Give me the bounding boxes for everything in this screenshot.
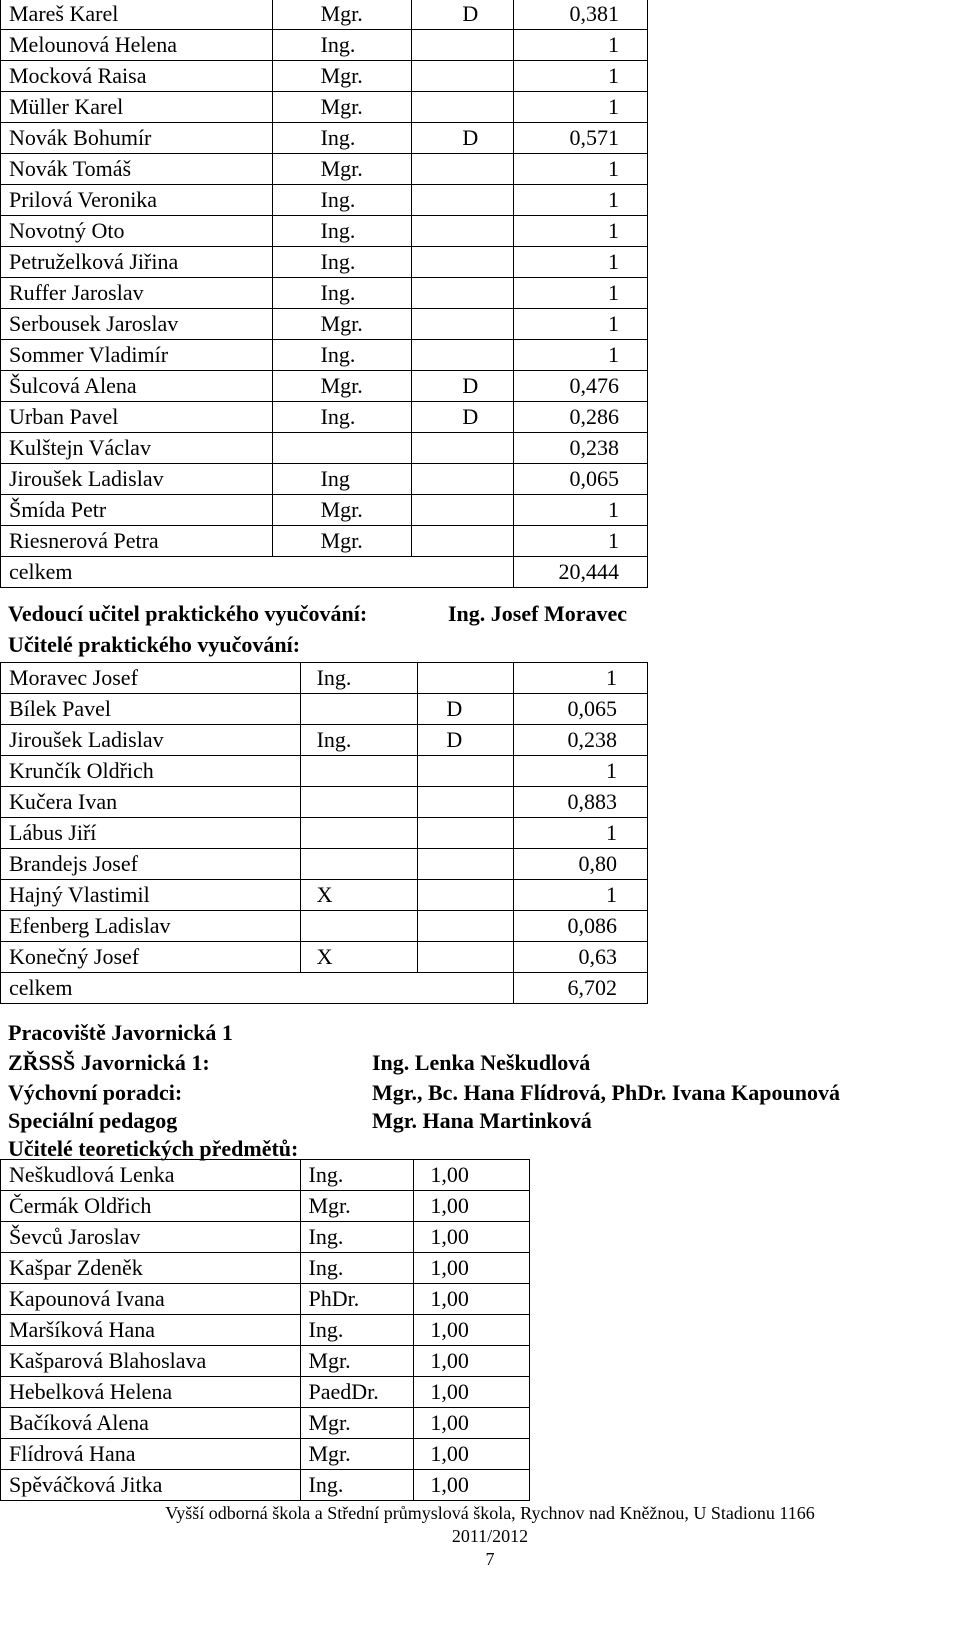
- teacher-degree: X: [300, 942, 418, 973]
- table-row: [1, 526, 648, 557]
- teacher-flag: [418, 756, 514, 787]
- teacher-flag: [418, 818, 514, 849]
- table-row: [1, 464, 648, 495]
- teacher-name: Maršíková Hana: [1, 1315, 301, 1346]
- table-row: [1, 1470, 530, 1501]
- table-row: [1, 154, 648, 185]
- teacher-name: Bačíková Alena: [1, 1408, 301, 1439]
- table-row: [1, 433, 648, 464]
- staff-name: Melounová Helena: [1, 30, 273, 61]
- staff-flag: [412, 154, 514, 185]
- teacher-workload: 1,00: [414, 1470, 530, 1501]
- staff-value: 0,286: [514, 402, 648, 433]
- teacher-degree: [300, 694, 418, 725]
- table-row: [1, 1408, 530, 1439]
- staff-value: 1: [514, 30, 648, 61]
- staff-value: 0,238: [514, 433, 648, 464]
- staff-flag: [412, 464, 514, 495]
- staff-flag: D: [412, 371, 514, 402]
- table-row: [1, 1377, 530, 1408]
- staff-flag: [412, 92, 514, 123]
- staff-table: [0, 0, 648, 588]
- staff-name: Serbousek Jaroslav: [1, 309, 273, 340]
- staff-value: 1: [514, 216, 648, 247]
- table-row: [1, 30, 648, 61]
- staff-flag: [412, 247, 514, 278]
- teacher-name: Konečný Josef: [1, 942, 301, 973]
- staff-degree: Ing.: [272, 278, 412, 309]
- table-row: [1, 1439, 530, 1470]
- table-row: [1, 61, 648, 92]
- teacher-degree: X: [300, 880, 418, 911]
- teacher-workload: 1,00: [414, 1315, 530, 1346]
- staff-name: Müller Karel: [1, 92, 273, 123]
- staff-degree: Ing.: [272, 123, 412, 154]
- table-row: [1, 725, 648, 756]
- table-row: [1, 942, 648, 973]
- table-row: [1, 309, 648, 340]
- table-row: [1, 1160, 530, 1191]
- table-row: [1, 1284, 530, 1315]
- staff-degree: Mgr.: [272, 526, 412, 557]
- teacher-value: 1: [514, 818, 648, 849]
- teacher-degree: Ing.: [300, 1315, 414, 1346]
- staff-flag: [412, 309, 514, 340]
- special-pedagogue-value: Mgr. Hana Martinková: [372, 1108, 592, 1133]
- total-row: [1, 557, 648, 588]
- teacher-degree: Mgr.: [300, 1408, 414, 1439]
- footer-school: Vyšší odborná škola a Střední průmyslová škola, Rychnov nad Kněžnou, U Stadionu 1166: [165, 1503, 815, 1523]
- table-row: [1, 663, 648, 694]
- staff-name: Riesnerová Petra: [1, 526, 273, 557]
- teacher-degree: Ing.: [300, 663, 418, 694]
- table-row: [1, 1253, 530, 1284]
- staff-degree: [272, 433, 412, 464]
- staff-value: 1: [514, 185, 648, 216]
- total-value: 6,702: [514, 973, 648, 1004]
- staff-value: 0,065: [514, 464, 648, 495]
- teacher-name: Kapounová Ivana: [1, 1284, 301, 1315]
- teacher-value: 0,883: [514, 787, 648, 818]
- teacher-degree: Ing.: [300, 1470, 414, 1501]
- table-row: [1, 849, 648, 880]
- teacher-name: Hebelková Helena: [1, 1377, 301, 1408]
- teacher-name: Kučera Ivan: [1, 787, 301, 818]
- staff-degree: Ing.: [272, 402, 412, 433]
- staff-flag: D: [412, 402, 514, 433]
- teacher-degree: Ing.: [300, 1160, 414, 1191]
- table-row: [1, 402, 648, 433]
- staff-degree: Mgr.: [272, 0, 412, 30]
- teacher-degree: [300, 756, 418, 787]
- practical-teachers-table: [0, 662, 648, 1004]
- special-pedagogue-label: Speciální pedagog: [8, 1108, 178, 1133]
- teacher-name: Neškudlová Lenka: [1, 1160, 301, 1191]
- total-value: 20,444: [514, 557, 648, 588]
- staff-degree: Ing.: [272, 216, 412, 247]
- table-row: [1, 694, 648, 725]
- staff-name: Novák Bohumír: [1, 123, 273, 154]
- table-row: [1, 1191, 530, 1222]
- staff-name: Kulštejn Václav: [1, 433, 273, 464]
- table-row: [1, 185, 648, 216]
- table-row: [1, 787, 648, 818]
- page-number: 7: [485, 1549, 495, 1569]
- advisors-value: Mgr., Bc. Hana Flídrová, PhDr. Ivana Kapounová: [372, 1080, 840, 1105]
- teacher-workload: 1,00: [414, 1377, 530, 1408]
- staff-degree: Mgr.: [272, 61, 412, 92]
- teacher-flag: D: [418, 725, 514, 756]
- staff-degree: Mgr.: [272, 154, 412, 185]
- staff-name: Šmída Petr: [1, 495, 273, 526]
- table-row: [1, 340, 648, 371]
- staff-value: 1: [514, 247, 648, 278]
- teacher-workload: 1,00: [414, 1222, 530, 1253]
- teacher-degree: Ing.: [300, 725, 418, 756]
- staff-degree: Mgr.: [272, 371, 412, 402]
- staff-value: 1: [514, 61, 648, 92]
- teacher-workload: 1,00: [414, 1408, 530, 1439]
- staff-flag: [412, 185, 514, 216]
- teacher-value: 0,80: [514, 849, 648, 880]
- teacher-degree: PaedDr.: [300, 1377, 414, 1408]
- teacher-degree: PhDr.: [300, 1284, 414, 1315]
- teacher-workload: 1,00: [414, 1253, 530, 1284]
- teacher-name: Flídrová Hana: [1, 1439, 301, 1470]
- staff-value: 1: [514, 154, 648, 185]
- teacher-name: Jiroušek Ladislav: [1, 725, 301, 756]
- teacher-flag: [418, 880, 514, 911]
- staff-value: 1: [514, 340, 648, 371]
- teacher-degree: Mgr.: [300, 1191, 414, 1222]
- teacher-degree: Ing.: [300, 1253, 414, 1284]
- teacher-value: 0,086: [514, 911, 648, 942]
- staff-name: Jiroušek Ladislav: [1, 464, 273, 495]
- teacher-workload: 1,00: [414, 1191, 530, 1222]
- staff-name: Ruffer Jaroslav: [1, 278, 273, 309]
- teacher-workload: 1,00: [414, 1160, 530, 1191]
- staff-value: 1: [514, 526, 648, 557]
- staff-value: 0,381: [514, 0, 648, 30]
- teacher-value: 0,238: [514, 725, 648, 756]
- teacher-name: Kašpar Zdeněk: [1, 1253, 301, 1284]
- teacher-name: Moravec Josef: [1, 663, 301, 694]
- table-row: [1, 818, 648, 849]
- staff-flag: [412, 340, 514, 371]
- staff-name: Šulcová Alena: [1, 371, 273, 402]
- teacher-degree: [300, 787, 418, 818]
- teacher-name: Efenberg Ladislav: [1, 911, 301, 942]
- staff-value: 1: [514, 92, 648, 123]
- staff-value: 1: [514, 309, 648, 340]
- teacher-flag: [418, 849, 514, 880]
- teacher-name: Brandejs Josef: [1, 849, 301, 880]
- total-row: [1, 973, 648, 1004]
- staff-degree: Ing.: [272, 247, 412, 278]
- staff-degree: Ing.: [272, 340, 412, 371]
- staff-name: Mareš Karel: [1, 0, 273, 30]
- staff-flag: [412, 278, 514, 309]
- teacher-name: Bílek Pavel: [1, 694, 301, 725]
- staff-flag: [412, 61, 514, 92]
- staff-flag: [412, 30, 514, 61]
- table-row: [1, 216, 648, 247]
- teacher-name: Kašparová Blahoslava: [1, 1346, 301, 1377]
- staff-degree: Mgr.: [272, 309, 412, 340]
- teacher-degree: Mgr.: [300, 1439, 414, 1470]
- theory-teachers-table: [0, 1159, 530, 1501]
- teacher-value: 1: [514, 756, 648, 787]
- table-row: [1, 0, 648, 30]
- staff-value: 1: [514, 278, 648, 309]
- staff-degree: Ing.: [272, 185, 412, 216]
- zrsss-value: Ing. Lenka Neškudlová: [372, 1050, 591, 1075]
- total-label: celkem: [1, 557, 514, 588]
- table-row: [1, 756, 648, 787]
- teacher-workload: 1,00: [414, 1346, 530, 1377]
- teacher-workload: 1,00: [414, 1439, 530, 1470]
- table-row: [1, 880, 648, 911]
- table-row: [1, 123, 648, 154]
- staff-name: Mocková Raisa: [1, 61, 273, 92]
- teacher-flag: [418, 663, 514, 694]
- table-row: [1, 1346, 530, 1377]
- staff-name: Petruželková Jiřina: [1, 247, 273, 278]
- teacher-name: Krunčík Oldřich: [1, 756, 301, 787]
- staff-value: 1: [514, 495, 648, 526]
- advisors-label: Výchovní poradci:: [8, 1080, 183, 1105]
- staff-flag: D: [412, 123, 514, 154]
- teacher-value: 0,065: [514, 694, 648, 725]
- staff-degree: Ing.: [272, 30, 412, 61]
- teacher-workload: 1,00: [414, 1284, 530, 1315]
- staff-flag: [412, 495, 514, 526]
- teacher-flag: [418, 942, 514, 973]
- workplace-heading: Pracoviště Javornická 1: [8, 1020, 233, 1045]
- staff-name: Prilová Veronika: [1, 185, 273, 216]
- table-row: [1, 911, 648, 942]
- teacher-flag: [418, 787, 514, 818]
- teacher-degree: Mgr.: [300, 1346, 414, 1377]
- teacher-value: 1: [514, 880, 648, 911]
- practical-head-label: Vedoucí učitel praktického vyučování:: [8, 601, 368, 626]
- table-row: [1, 278, 648, 309]
- teacher-value: 0,63: [514, 942, 648, 973]
- teacher-degree: [300, 818, 418, 849]
- table-row: [1, 495, 648, 526]
- teacher-degree: Ing.: [300, 1222, 414, 1253]
- staff-degree: Mgr.: [272, 92, 412, 123]
- teacher-name: Čermák Oldřich: [1, 1191, 301, 1222]
- teacher-value: 1: [514, 663, 648, 694]
- staff-flag: [412, 216, 514, 247]
- table-row: [1, 1222, 530, 1253]
- staff-name: Novotný Oto: [1, 216, 273, 247]
- staff-name: Novák Tomáš: [1, 154, 273, 185]
- teacher-name: Hajný Vlastimil: [1, 880, 301, 911]
- teacher-flag: [418, 911, 514, 942]
- staff-name: Sommer Vladimír: [1, 340, 273, 371]
- staff-name: Urban Pavel: [1, 402, 273, 433]
- teacher-name: Lábus Jiří: [1, 818, 301, 849]
- teacher-degree: [300, 849, 418, 880]
- table-row: [1, 1315, 530, 1346]
- teacher-name: Ševců Jaroslav: [1, 1222, 301, 1253]
- footer-year: 2011/2012: [451, 1526, 529, 1546]
- staff-flag: [412, 433, 514, 464]
- practical-teachers-heading: Učitelé praktického vyučování:: [8, 632, 301, 657]
- staff-flag: D: [412, 0, 514, 30]
- staff-value: 0,571: [514, 123, 648, 154]
- table-row: [1, 371, 648, 402]
- staff-flag: [412, 526, 514, 557]
- staff-degree: Ing: [272, 464, 412, 495]
- theory-teachers-heading: Učitelé teoretických předmětů:: [8, 1136, 299, 1161]
- teacher-degree: [300, 911, 418, 942]
- staff-value: 0,476: [514, 371, 648, 402]
- zrsss-label: ZŘSSŠ Javornická 1:: [8, 1050, 210, 1075]
- teacher-flag: D: [418, 694, 514, 725]
- staff-degree: Mgr.: [272, 495, 412, 526]
- practical-head-value: Ing. Josef Moravec: [448, 601, 628, 626]
- table-row: [1, 92, 648, 123]
- total-label: celkem: [1, 973, 514, 1004]
- teacher-name: Spěváčková Jitka: [1, 1470, 301, 1501]
- table-row: [1, 247, 648, 278]
